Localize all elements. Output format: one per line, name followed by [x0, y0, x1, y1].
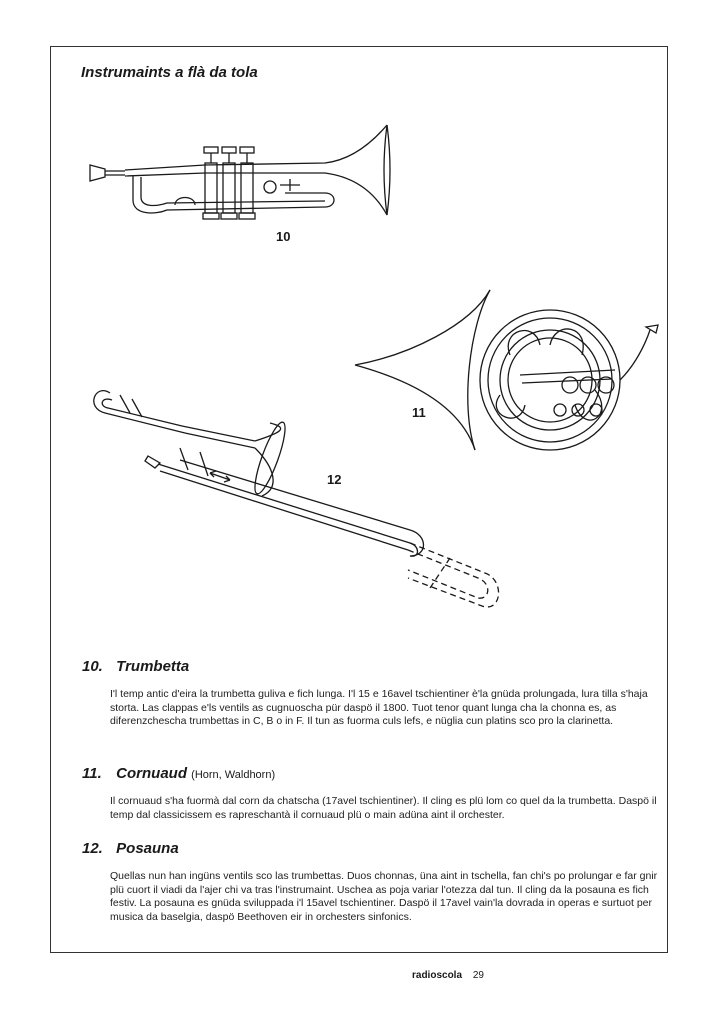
- section-number: 11.: [82, 765, 102, 782]
- trombone-figure-number: 12: [327, 472, 342, 487]
- section-title: Trumbetta: [116, 658, 190, 675]
- section-heading-trombone: [82, 840, 179, 857]
- horn-figure-number: 11: [412, 405, 426, 420]
- section-heading-trumpet: [82, 658, 189, 675]
- section-number: 12.: [82, 840, 103, 857]
- trombone-illustration: [90, 378, 510, 623]
- page-footer: [412, 970, 484, 981]
- section-number: 10.: [82, 658, 103, 675]
- section-alt-names: (Horn, Waldhorn): [191, 769, 276, 781]
- trumpet-figure-number: 10: [276, 229, 291, 244]
- publisher-name: radioscola: [412, 970, 463, 981]
- section-text-trombone: Quellas nun han ingüns ventils sco las trumbettas. Duos chonnas, üna aint in tschella, fan chi's po prolungar e far gnir plü cuort il viadi da l'ajer chi va tras l'instrumaint. Uschea as poja variar l'otezza dal tun. Il cling da la posauna es fich festiv. La posauna es gnüda sviluppada i'l 15avel tschientiner. Daspö il 17avel vain'la dovrada in operas e surtuot per musica da baselgia, daspö Beethoven eir in orchesters sinfonics.: [110, 870, 658, 923]
- section-title: Posauna: [116, 840, 179, 857]
- section-title: Cornuaud: [116, 765, 187, 782]
- trumpet-illustration: [85, 115, 405, 225]
- section-text-horn: Il cornuaud s'ha fuormà dal corn da chatscha (17avel tschientiner). Il cling es plü lom co quel da la trumbetta. Daspö il temp dal classicissem es rapreschantà il cornuaud plü o main adüna aint il orchester.: [110, 795, 657, 821]
- section-text-trumpet: I'l temp antic d'eira la trumbetta guliva e fich lunga. I'l 15 e 16avel tschientiner è'la gnüda prolungada, lura tilla s'haja storta. Las clappas e'ls ventils as cugnuoscha pür daspö il 1800. Tuot tenor quant lunga cha la chonna es, as diferenzchescha trumbettas in C, B o in F. Il tun as fuorma culs lefs, e nüglia cun platins sco pro la clarinetta.: [110, 688, 648, 727]
- page-title: Instrumaints a flà da tola: [81, 64, 258, 81]
- section-heading-horn: [82, 765, 275, 782]
- page-number: 29: [472, 970, 484, 981]
